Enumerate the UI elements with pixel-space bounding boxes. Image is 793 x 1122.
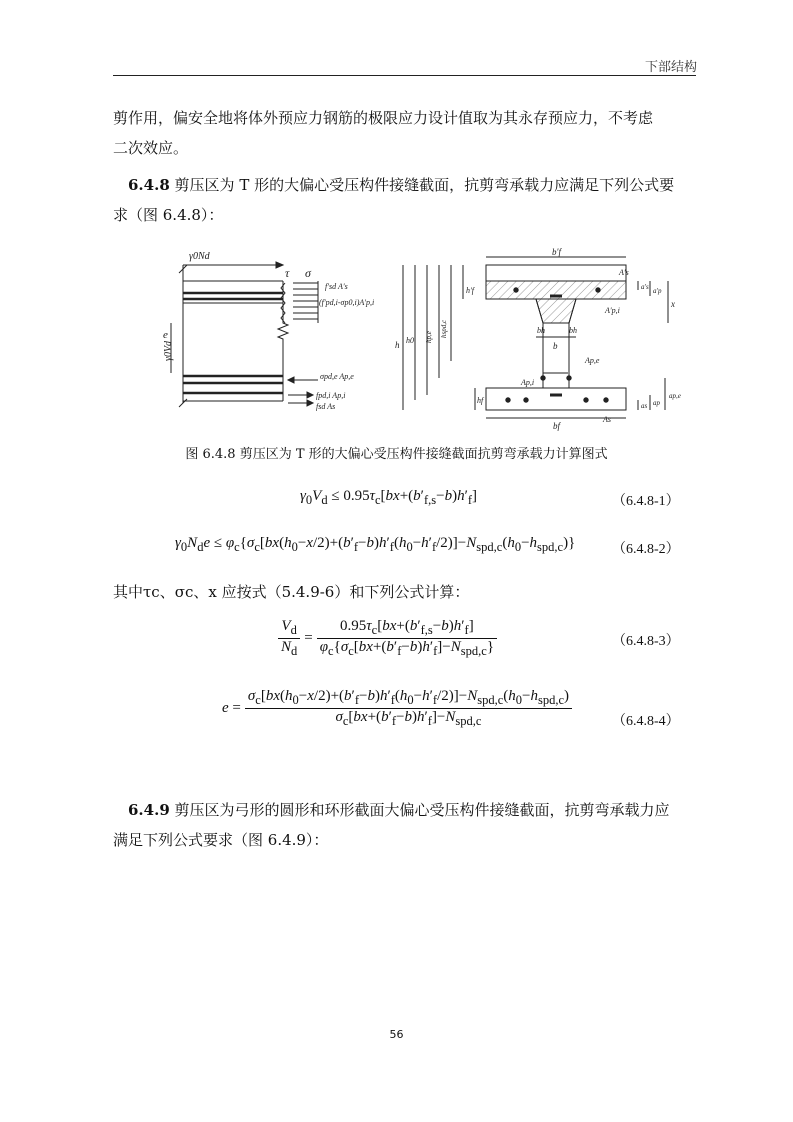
where-line: 其中τc、σc、x 应按式（5.4.9-6）和下列公式计算： [113,583,470,601]
label-as-top: A′s [619,268,629,277]
figure-6-4-8 [113,243,683,433]
formula-number-1: （6.4.8-1） [612,494,680,509]
label-h: h [395,340,400,350]
label-a-s-top: a′s [641,283,649,291]
label-tau: τ [285,266,290,280]
label-fsd-as: fsd As [316,402,336,411]
formula-6-4-8-4: e = $\sigma_c[bx(h_0-x/2)+(b'_f-b)h'_f(h_0-h'_f/2)]-N_{spd,c}(h_0-h_{spd,c})$ $\sigma_c[bx+(b'_f-b)h'_f]-N_{spd,c}$ [218,688,572,729]
formula-number-4: （6.4.8-4） [612,714,680,729]
clause-number: 6.4.8 [128,176,170,194]
clause-text: 剪压区为弓形的圆形和环形截面大偏心受压构件接缝截面，抗剪弯承载力应 [174,801,670,819]
label-h0: h0 [406,336,414,345]
cross-section-diagram [395,247,681,431]
label-hf-bot: hf [477,396,484,405]
figure-caption: 图 6.4.8 剪压区为 T 形的大偏心受压构件接缝截面抗剪弯承载力计算图式 [185,447,608,462]
label-sigma-pd-e: σpd,e Ap,e [320,372,354,381]
section-6-4-9 [113,795,698,855]
label-a-p-bot: ap [653,399,660,407]
label-gamma-nd: γ0Nd [189,251,210,262]
elevation-diagram [163,251,374,413]
label-e: e [163,329,168,341]
label-ap-top: A′p,i [605,306,620,315]
label-hf-top: h′f [466,286,474,295]
label-bh-left: bh [537,326,545,335]
text-line [113,170,698,200]
formula-6-4-8-1: $\gamma_0V_d \le 0.95\tau_c[bx+(b'_{f,s}-b)h'_f]$ [300,488,478,507]
text-line: 满足下列公式要求（图 6.4.9）： [113,831,329,849]
label-bh-right: bh [569,326,577,335]
running-header: 下部结构 [644,60,697,75]
label-fpd-i: fpd,i Ap,i [316,391,346,400]
label-hspd: hspd,c [440,319,448,338]
label-api: Ap,i [521,378,535,387]
page-number: 56 [389,1028,404,1041]
header-rule [113,75,696,76]
formula-number-2: （6.4.8-2） [612,542,680,557]
label-as-bot: As [603,415,611,424]
label-bf-bot: bf [553,421,561,431]
paragraph-continuation [113,103,698,163]
text-line: 二次效应。 [113,139,189,157]
label-x: x [671,299,675,309]
label-fpd-top: (f′pd,i-σp0,i)A′p,i [319,298,375,307]
label-bf-top: b′f [552,247,561,257]
label-hpe: hp,e [425,331,433,343]
label-b: b [553,341,558,351]
formula-6-4-8-3: $V_d$ = $0.95\tau_c[bx+(b'_{f,s}-b)h'_f]$ $N_d$ $\varphi_c\{\sigma_c[bx+(b'_f-b)h'_f]-N_{spd,c}\}$ [278,618,497,659]
clause-text: 剪压区为 T 形的大偏心受压构件接缝截面，抗剪弯承载力应满足下列公式要 [174,176,675,194]
label-fsd-as-top: f′sd A′s [325,282,348,291]
formula-number-3: （6.4.8-3） [612,634,680,649]
label-a-s-bot: as [641,402,648,410]
clause-number: 6.4.9 [128,801,170,819]
text-line [113,795,698,825]
text-line: 求（图 6.4.8）： [113,206,224,224]
label-a-p-top: a′p [653,287,662,295]
formula-6-4-8-2: $\gamma_0N_de \le \varphi_c\{\sigma_c[bx(h_0-x/2)+(b'_f-b)h'_f(h_0-h'_f/2)]-N_{spd,c}(h_0-h_{spd,c})\}$ [175,535,576,554]
label-ape: Ap,e [585,356,600,365]
label-sigma: σ [305,266,311,280]
label-gamma-vd: γ0Vd [163,340,174,361]
section-6-4-8 [113,170,698,230]
text-line: 剪作用，偏安全地将体外预应力钢筋的极限应力设计值取为其永存预应力，不考虑 [113,109,654,127]
label-a-pe: ap,e [669,392,681,400]
